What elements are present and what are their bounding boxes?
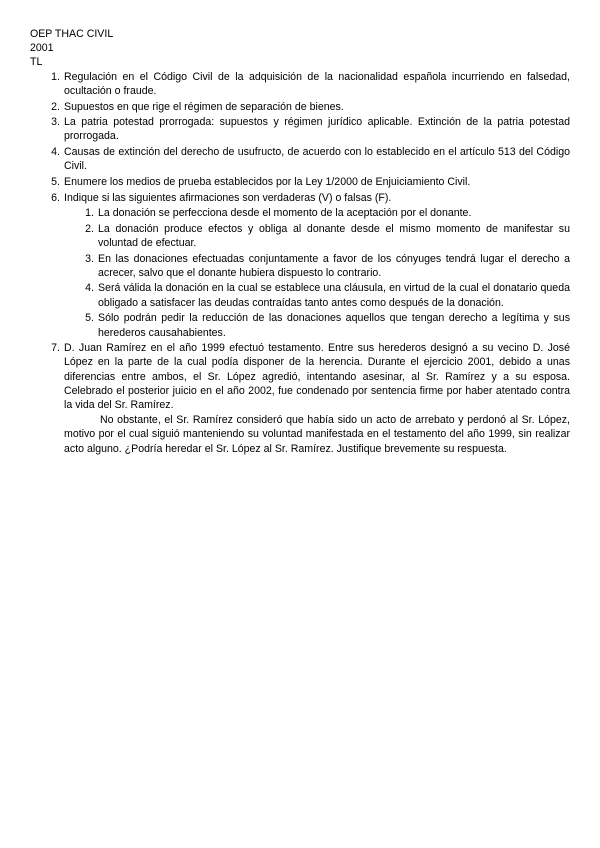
exam-title: OEP THAC CIVIL	[30, 28, 114, 40]
question-item	[51, 341, 570, 456]
statement-number: 4.	[85, 282, 94, 295]
exam-code: TL	[30, 56, 43, 69]
statement-item	[85, 222, 570, 250]
true-false-list	[64, 206, 570, 340]
statement-number: 2.	[85, 222, 94, 235]
question-item	[51, 115, 570, 143]
statement-text: En las donaciones efectuadas conjuntamente a favor de los cónyuges tendrá lugar el derecho a acrecer, salvo que el donante hubiera dispuesto lo contrario.	[98, 252, 570, 279]
statement-item	[85, 281, 570, 309]
question-text: Enumere los medios de prueba establecidos por la Ley 1/2000 de Enjuiciamiento Civil.	[64, 176, 471, 189]
exam-year: 2001	[30, 42, 54, 55]
question-item	[51, 191, 570, 340]
statement-text: Será válida la donación en la cual se establece una cláusula, en virtud de la cual el donatario queda obligado a satisfacer las deudas contraídas tanto antes como después de la donación.	[98, 282, 570, 309]
question-number: 3.	[51, 116, 60, 129]
statement-text: La donación se perfecciona desde el momento de la aceptación por el donante.	[98, 206, 472, 219]
statement-number: 3.	[85, 252, 94, 265]
question-text: Indique si las siguientes afirmaciones son verdaderas (V) o falsas (F).	[64, 191, 392, 204]
question-text: Regulación en el Código Civil de la adquisición de la nacionalidad española incurriendo en falsedad, ocultación o fraude.	[64, 70, 570, 97]
statement-item	[85, 311, 570, 339]
question-number: 6.	[51, 191, 60, 204]
case-paragraph: No obstante, el Sr. Ramírez consideró que había sido un acto de arrebato y perdonó al Sr. López, motivo por el cual siguió manteniendo su voluntad manifestada en el testamento del año 1999, sin realizar acto alguno. ¿Podría heredar el Sr. López al Sr. Ramírez. Justifique brevemente su respuesta.	[64, 414, 570, 455]
statement-number: 5.	[85, 312, 94, 325]
question-item	[51, 175, 570, 189]
question-number: 2.	[51, 100, 60, 113]
question-item	[51, 100, 570, 114]
statement-item	[85, 206, 570, 220]
question-item	[51, 145, 570, 173]
question-text: Causas de extinción del derecho de usufructo, de acuerdo con lo establecido en el artículo 513 del Código Civil.	[64, 146, 570, 173]
question-number: 1.	[51, 70, 60, 83]
question-list	[30, 70, 570, 456]
question-number: 5.	[51, 176, 60, 189]
case-paragraph: D. Juan Ramírez en el año 1999 efectuó testamento. Entre sus herederos designó a su vecino D. José López en la parte de la cual podía disponer de la herencia. Durante el ejercicio 2001, debido a unas diferencias entre ambos, el Sr. López agredió, intentando asesinar, al Sr. Ramírez y a su esposa. Celebrado el posterior juicio en el año 2002, fue condenado por sentencia firme por haber atentado contra la vida del Sr. Ramírez.	[64, 342, 570, 412]
question-text: Supuestos en que rige el régimen de separación de bienes.	[64, 100, 344, 113]
statement-number: 1.	[85, 206, 94, 219]
question-number: 7.	[51, 342, 60, 355]
question-number: 4.	[51, 146, 60, 159]
statement-item	[85, 252, 570, 280]
statement-text: La donación produce efectos y obliga al donante desde el mismo momento de manifestar su voluntad de efectuar.	[98, 222, 570, 249]
question-item	[51, 70, 570, 98]
statement-text: Sólo podrán pedir la reducción de las donaciones aquellos que tengan derecho a legítima y sus herederos causahabientes.	[98, 312, 570, 339]
question-text: La patria potestad prorrogada: supuestos y régimen jurídico aplicable. Extinción de la patria potestad prorrogada.	[64, 116, 570, 143]
